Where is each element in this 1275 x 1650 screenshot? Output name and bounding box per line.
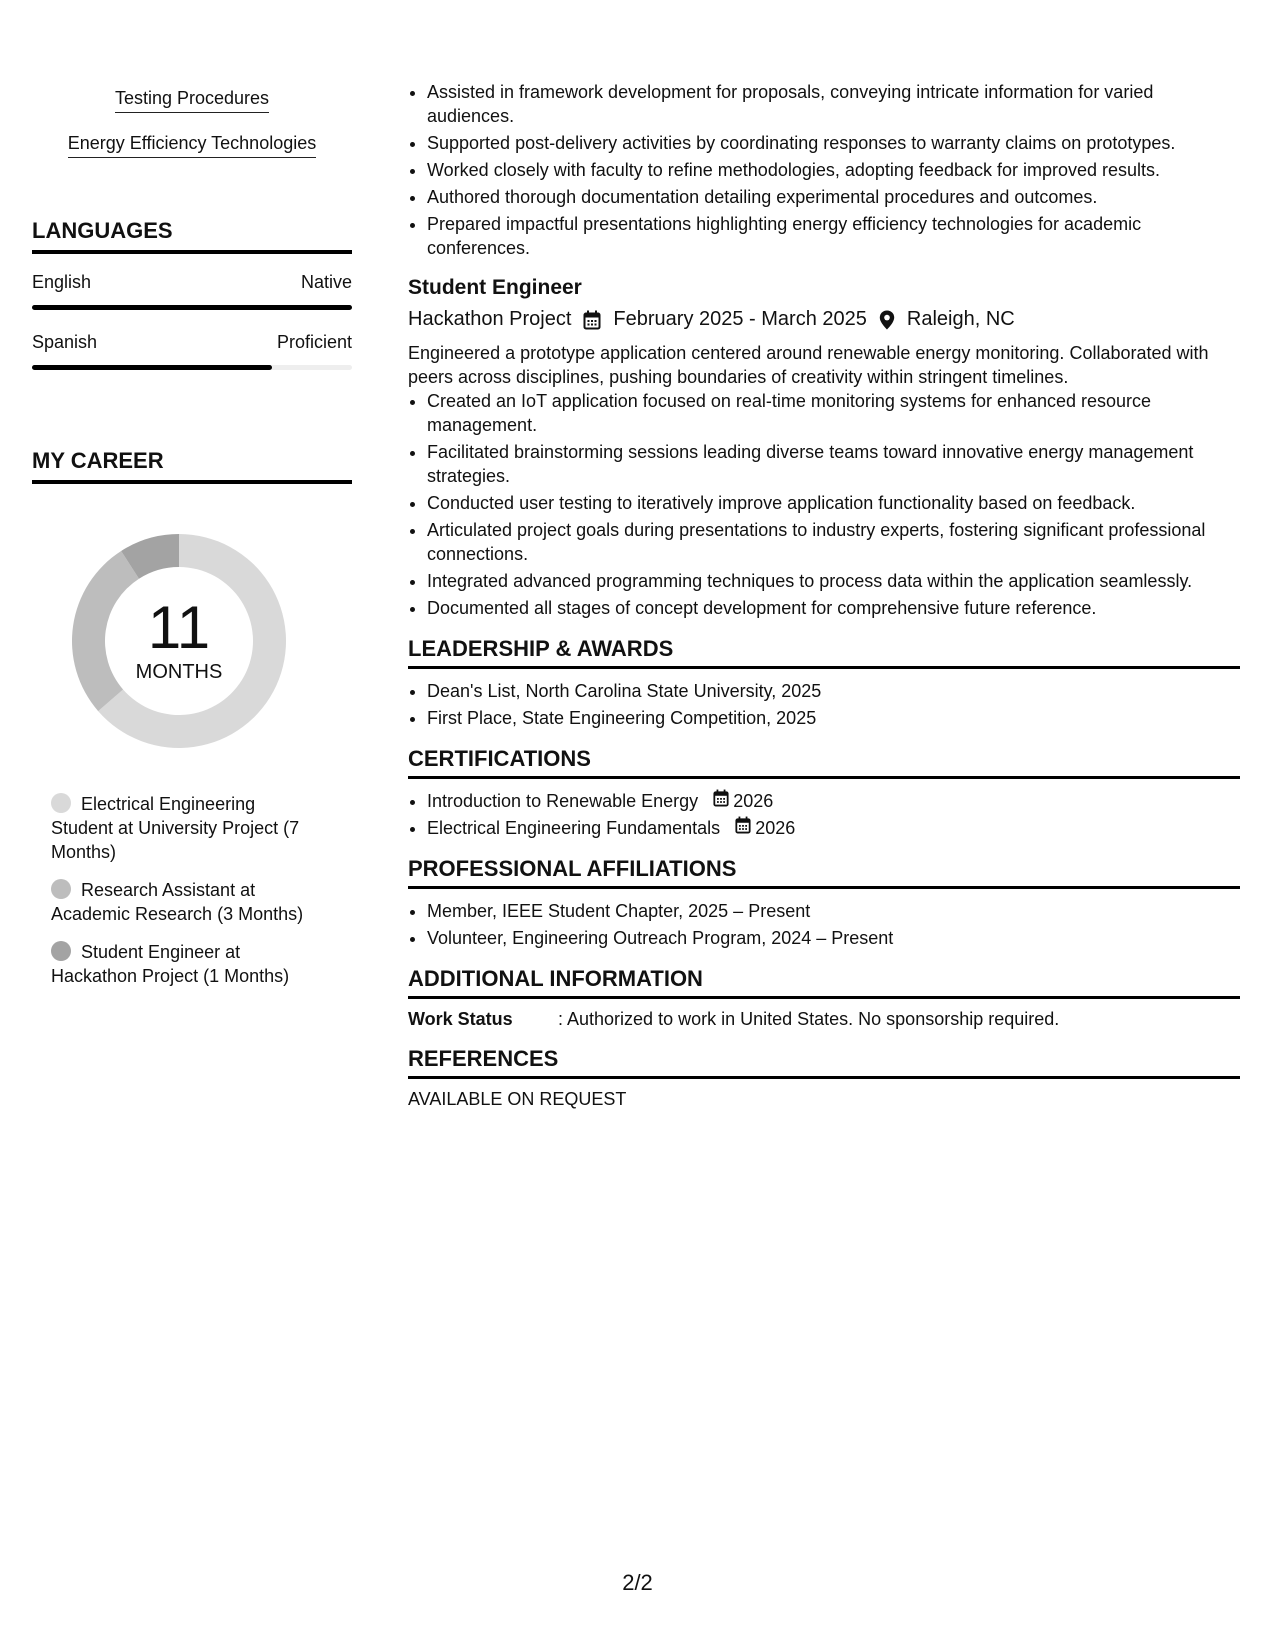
- certifications-heading: CERTIFICATIONS: [408, 746, 1240, 779]
- location-pin-icon: [879, 310, 895, 330]
- references-text: AVAILABLE ON REQUEST: [408, 1089, 627, 1109]
- legend-label: Research Assistant at Academic Research (3 Months): [51, 880, 304, 924]
- career-legend: [51, 792, 352, 988]
- additional-info-heading: ADDITIONAL INFORMATION: [408, 966, 1240, 999]
- legend-dot: [51, 879, 71, 899]
- legend-item: [51, 878, 321, 926]
- language-item: [32, 332, 352, 370]
- language-item: [32, 272, 352, 310]
- job-company: Hackathon Project: [408, 308, 572, 330]
- work-status-label: Work Status: [408, 1009, 513, 1029]
- career-donut-chart: [64, 526, 294, 756]
- affiliations-list: [408, 899, 1240, 950]
- job-dates: February 2025 - March 2025: [613, 308, 867, 330]
- career-heading: MY CAREER: [32, 448, 352, 484]
- leadership-list: [408, 679, 1240, 730]
- calendar-icon: [735, 816, 751, 840]
- affiliations-heading: PROFESSIONAL AFFILIATIONS: [408, 856, 1240, 889]
- sidebar: [32, 80, 352, 1002]
- certification-item: [427, 789, 1240, 813]
- certification-name: Electrical Engineering Fundamentals: [427, 818, 721, 838]
- job-description: Engineered a prototype application centered around renewable energy monitoring. Collaborated with peers across disciplines, pushing boundaries of creativity within stringent timelines.: [408, 343, 1209, 387]
- list-item: • Integrated advanced programming techniques to process data within the application seamlessly.: [427, 569, 1240, 593]
- legend-label: Student Engineer at Hackathon Project (1 Months): [51, 942, 290, 986]
- list-item: • Created an IoT application focused on real-time monitoring systems for enhanced resource management.: [427, 389, 1240, 437]
- list-item: • Dean's List, North Carolina State University, 2025: [427, 679, 1240, 703]
- legend-dot: [51, 793, 71, 813]
- list-item: • Volunteer, Engineering Outreach Program, 2024 – Present: [427, 926, 1240, 950]
- skills-list: [32, 80, 352, 170]
- references-heading: REFERENCES: [408, 1046, 1240, 1079]
- prev-job-bullets: [408, 80, 1240, 260]
- page-number: 2/2: [622, 1570, 653, 1595]
- job-location: Raleigh, NC: [906, 308, 1015, 330]
- job-meta: [408, 308, 1240, 331]
- list-item: • Conducted user testing to iteratively improve application functionality based on feedback.: [427, 491, 1240, 515]
- career-unit: MONTHS: [135, 660, 223, 683]
- language-name: Spanish: [32, 332, 98, 352]
- list-item: • Prepared impactful presentations highlighting energy efficiency technologies for academic conferences.: [427, 212, 1240, 260]
- language-bar: [32, 305, 352, 310]
- certification-item: [427, 816, 1240, 840]
- list-item: • First Place, State Engineering Competition, 2025: [427, 706, 1240, 730]
- language-bar-fill: [32, 365, 272, 370]
- languages-heading: LANGUAGES: [32, 218, 352, 254]
- list-item: • Member, IEEE Student Chapter, 2025 – Present: [427, 899, 1240, 923]
- list-item: • Articulated project goals during presentations to industry experts, fostering significant professional connections.: [427, 518, 1240, 566]
- skill-tag: Testing Procedures: [115, 88, 269, 113]
- leadership-heading: LEADERSHIP & AWARDS: [408, 636, 1240, 669]
- legend-item: [51, 792, 321, 864]
- language-level: Proficient: [276, 332, 352, 352]
- list-item: • Facilitated brainstorming sessions leading diverse teams toward innovative energy management strategies.: [427, 440, 1240, 488]
- work-status-row: [408, 1009, 1240, 1030]
- language-level: Native: [300, 272, 352, 292]
- job-title: Student Engineer: [408, 276, 582, 299]
- list-item: • Authored thorough documentation detailing experimental procedures and outcomes.: [427, 185, 1240, 209]
- language-name: English: [32, 272, 92, 292]
- skill-tag: Energy Efficiency Technologies: [68, 133, 316, 158]
- main-content: [408, 80, 1240, 1110]
- career-total: 11: [147, 593, 211, 661]
- certifications-list: [408, 789, 1240, 840]
- list-item: • Documented all stages of concept development for comprehensive future reference.: [427, 596, 1240, 620]
- calendar-icon: [713, 789, 729, 813]
- list-item: • Assisted in framework development for proposals, conveying intricate information for varied audiences.: [427, 80, 1240, 128]
- language-bar-fill: [32, 305, 352, 310]
- legend-item: [51, 940, 321, 988]
- certification-year: 2026: [733, 791, 774, 811]
- language-bar: [32, 365, 352, 370]
- legend-label: Electrical Engineering Student at University Project (7 Months): [51, 794, 300, 862]
- legend-dot: [51, 941, 71, 961]
- calendar-icon: [583, 310, 601, 330]
- certification-year: 2026: [755, 818, 796, 838]
- certification-name: Introduction to Renewable Energy: [427, 791, 699, 811]
- work-status-value: : Authorized to work in United States. No sponsorship required.: [558, 1009, 1060, 1029]
- list-item: • Worked closely with faculty to refine methodologies, adopting feedback for improved results.: [427, 158, 1240, 182]
- list-item: • Supported post-delivery activities by coordinating responses to warranty claims on prototypes.: [427, 131, 1240, 155]
- job-bullets: [408, 389, 1240, 620]
